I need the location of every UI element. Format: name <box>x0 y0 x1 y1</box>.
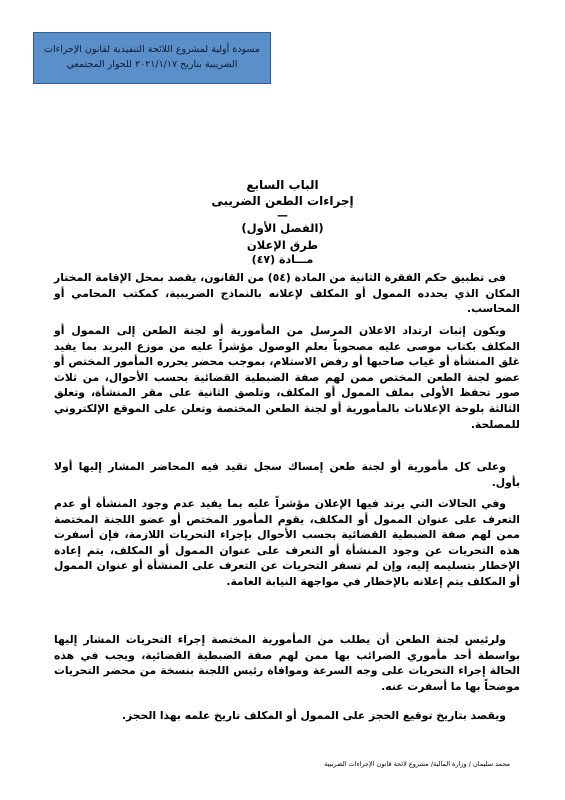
stamp-line-2: الضريبية بتاريخ ٢٠٢١/١/١٧ للحوار المجتمعي <box>66 59 238 70</box>
paragraph-1 <box>54 270 520 317</box>
page-footer: محمد سليمان / وزارة المالية/ مشروع لائحة قانون الإجراءات الضريبية <box>324 760 510 768</box>
paragraph-3-text: وعلى كل مأمورية أو لجنة طعن إمساك سجل تقيد فيه المحاضر المشار إليها أولا بأول. <box>54 460 520 489</box>
paragraph-1-text: فى تطبيق حكم الفقرة الثانية من المادة (٥٤) من القانون، يقصد بمحل الإقامة المختار المكان الذي يحدده الممول أو المكلف لإعلانه بالنماذج الضريبية، كمكتب المحامي أو المحاسب. <box>54 271 520 316</box>
paragraph-2 <box>54 323 520 432</box>
chapter-heading: الباب السابع <box>246 178 319 192</box>
paragraph-4-text: وفي الحالات التي يرتد فيها الإعلان مؤشراً عليه بما يفيد عدم وجود المنشأة أو عدم التعرف على عنوان الممول أو المكلف، يقوم المأمور المختص أو عضو اللجنة المختصة ممن لهم صفة الضبطية القضائية بحسب الأحوال بإجراء التحريات اللازمة، فإن أسفرت هذه التحريات عن وجود المنشأة أو التعرف على عنوان الممول أو المكلف، يتم إعادة الإخطار بتسليمه إليه، وإن لم تسفر التحريات عن التعرف على المنشأة أو عنوان الممول أو المكلف يتم إعلانه بالإخطار في مواجهة النيابة العامة. <box>54 497 520 588</box>
paragraph-2-text: ويكون إثبات ارتداد الاعلان المرسل من المأمورية أو لجنة الطعن إلى الممول أو المكلف بكتاب موصى عليه مصحوباً بعلم الوصول مؤشراً عليه من موزع البريد بما يفيد غلق المنشأة أو غياب صاحبها أو رفض الاستلام، بموجب محضر يحرره المأمور المختص أو عضو لجنة الطعن المختص ممن لهم صفة الضبطية القضائية بحسب الأحوال، من ثلاث صور تحفظ الأولى بملف الممول أو المكلف، وتلصق الثانية على مقر المنشأة، وتعلق الثالثة بلوحة الإعلانات بالمأمورية أو لجنة الطعن المختصة وتعلن على الموقع الإلكتروني للمصلحة. <box>54 324 520 431</box>
paragraph-4 <box>54 496 520 590</box>
paragraph-5-text: ولرئيس لجنة الطعن أن يطلب من المأمورية المختصة إجراء التحريات المشار إليها بواسطة أحد مأموري الضرائب بها ممن لهم صفة الضبطية القضائية، ويجب في هذه الحالة إجراء التحريات على وجه السرعة وموافاة رئيس اللجنة بنسخة من محضر التحريات موضحاً بها ما أسفرت عنه. <box>54 633 520 693</box>
stamp-line-1: مسودة أولية لمشروع اللائحة التنفيذية لقانون الإجراءات <box>44 44 260 55</box>
paragraph-3 <box>54 459 520 490</box>
section-heading: (الفصل الأول) <box>241 221 324 235</box>
paragraph-6 <box>54 708 520 724</box>
paragraph-6-text: ويقصد بتاريخ توقيع الحجز على الممول أو المكلف تاريخ علمه بهذا الحجز. <box>121 709 506 722</box>
heading-dash: — <box>277 209 288 222</box>
paragraph-5 <box>54 632 520 694</box>
article-number: مـــادة (٤٧) <box>251 253 314 266</box>
draft-stamp <box>33 32 271 84</box>
chapter-title: إجراءات الطعن الضريبى <box>211 194 354 208</box>
section-subtitle: طرق الإعلان <box>246 238 319 252</box>
